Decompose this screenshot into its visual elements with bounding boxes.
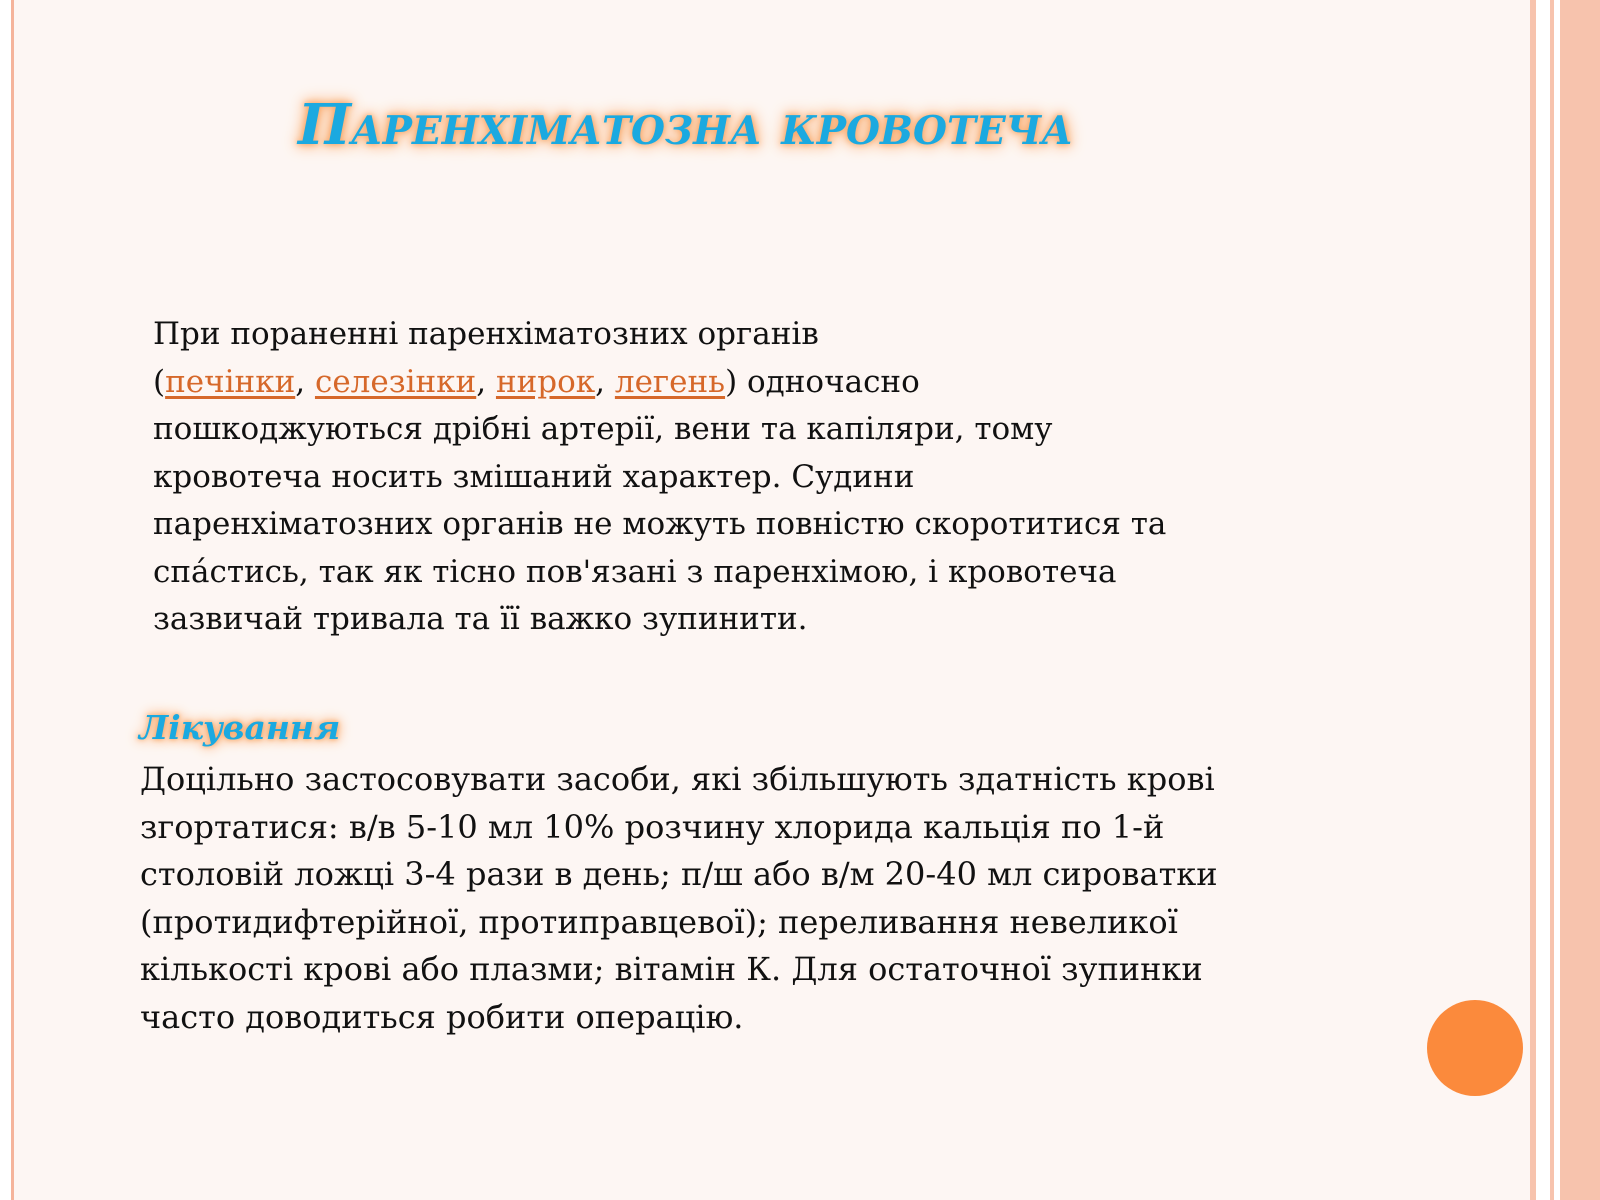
paragraph-line: столовій ложці 3-4 рази в день; п/ш або в/м 20-40 мл сироватки (140, 855, 1218, 893)
link-liver[interactable]: печінки (165, 363, 296, 400)
paragraph-line: паренхіматозних органів не можуть повністю скоротитися та (153, 506, 1167, 542)
paragraph-line: кровотеча носить змішаний характер. Судини (153, 458, 915, 495)
paragraph-line: спа́стись, так як тісно пов'язані з паренхімою, і кровотеча (153, 553, 1117, 590)
separator: , (595, 363, 615, 400)
link-spleen[interactable]: селезінки (314, 363, 477, 400)
decorative-stripe (1536, 0, 1550, 1200)
paragraph-line: При пораненні паренхіматозних органів (153, 316, 819, 352)
slide-title: Паренхіматозна кровотеча (298, 92, 1074, 158)
open-paren: ( (153, 363, 166, 400)
decorative-stripe (1560, 0, 1600, 1200)
treatment-paragraph (140, 756, 1390, 1041)
separator: , (476, 363, 496, 400)
paragraph-line: пошкоджуються дрібні артерії, вени та капіляри, тому (153, 411, 1053, 447)
paragraph-line: зазвичай тривала та її важко зупинити. (153, 601, 808, 637)
line-rest: ) одночасно (725, 363, 920, 400)
paragraph-line: Доцільно застосовувати засоби, які збільшують здатність крові (140, 760, 1215, 798)
treatment-heading: Лікування (139, 708, 341, 747)
paragraph-line: часто доводиться робити операцію. (140, 997, 744, 1036)
decorative-circle-icon (1427, 1000, 1523, 1096)
separator: , (295, 363, 315, 400)
link-kidneys[interactable]: нирок (495, 363, 596, 400)
paragraph-line-with-links (153, 359, 1383, 407)
paragraph-line: (протидифтерійної, протиправцевої); переливання невеликої (140, 902, 1178, 941)
paragraph-line: кількості крові або плазми; вітамін К. Для остаточної зупинки (140, 950, 1203, 988)
link-lungs[interactable]: легень (614, 363, 726, 400)
paragraph-line: згортатися: в/в 5-10 мл 10% розчину хлорида кальція по 1-й (140, 807, 1165, 846)
intro-paragraph (153, 311, 1383, 644)
